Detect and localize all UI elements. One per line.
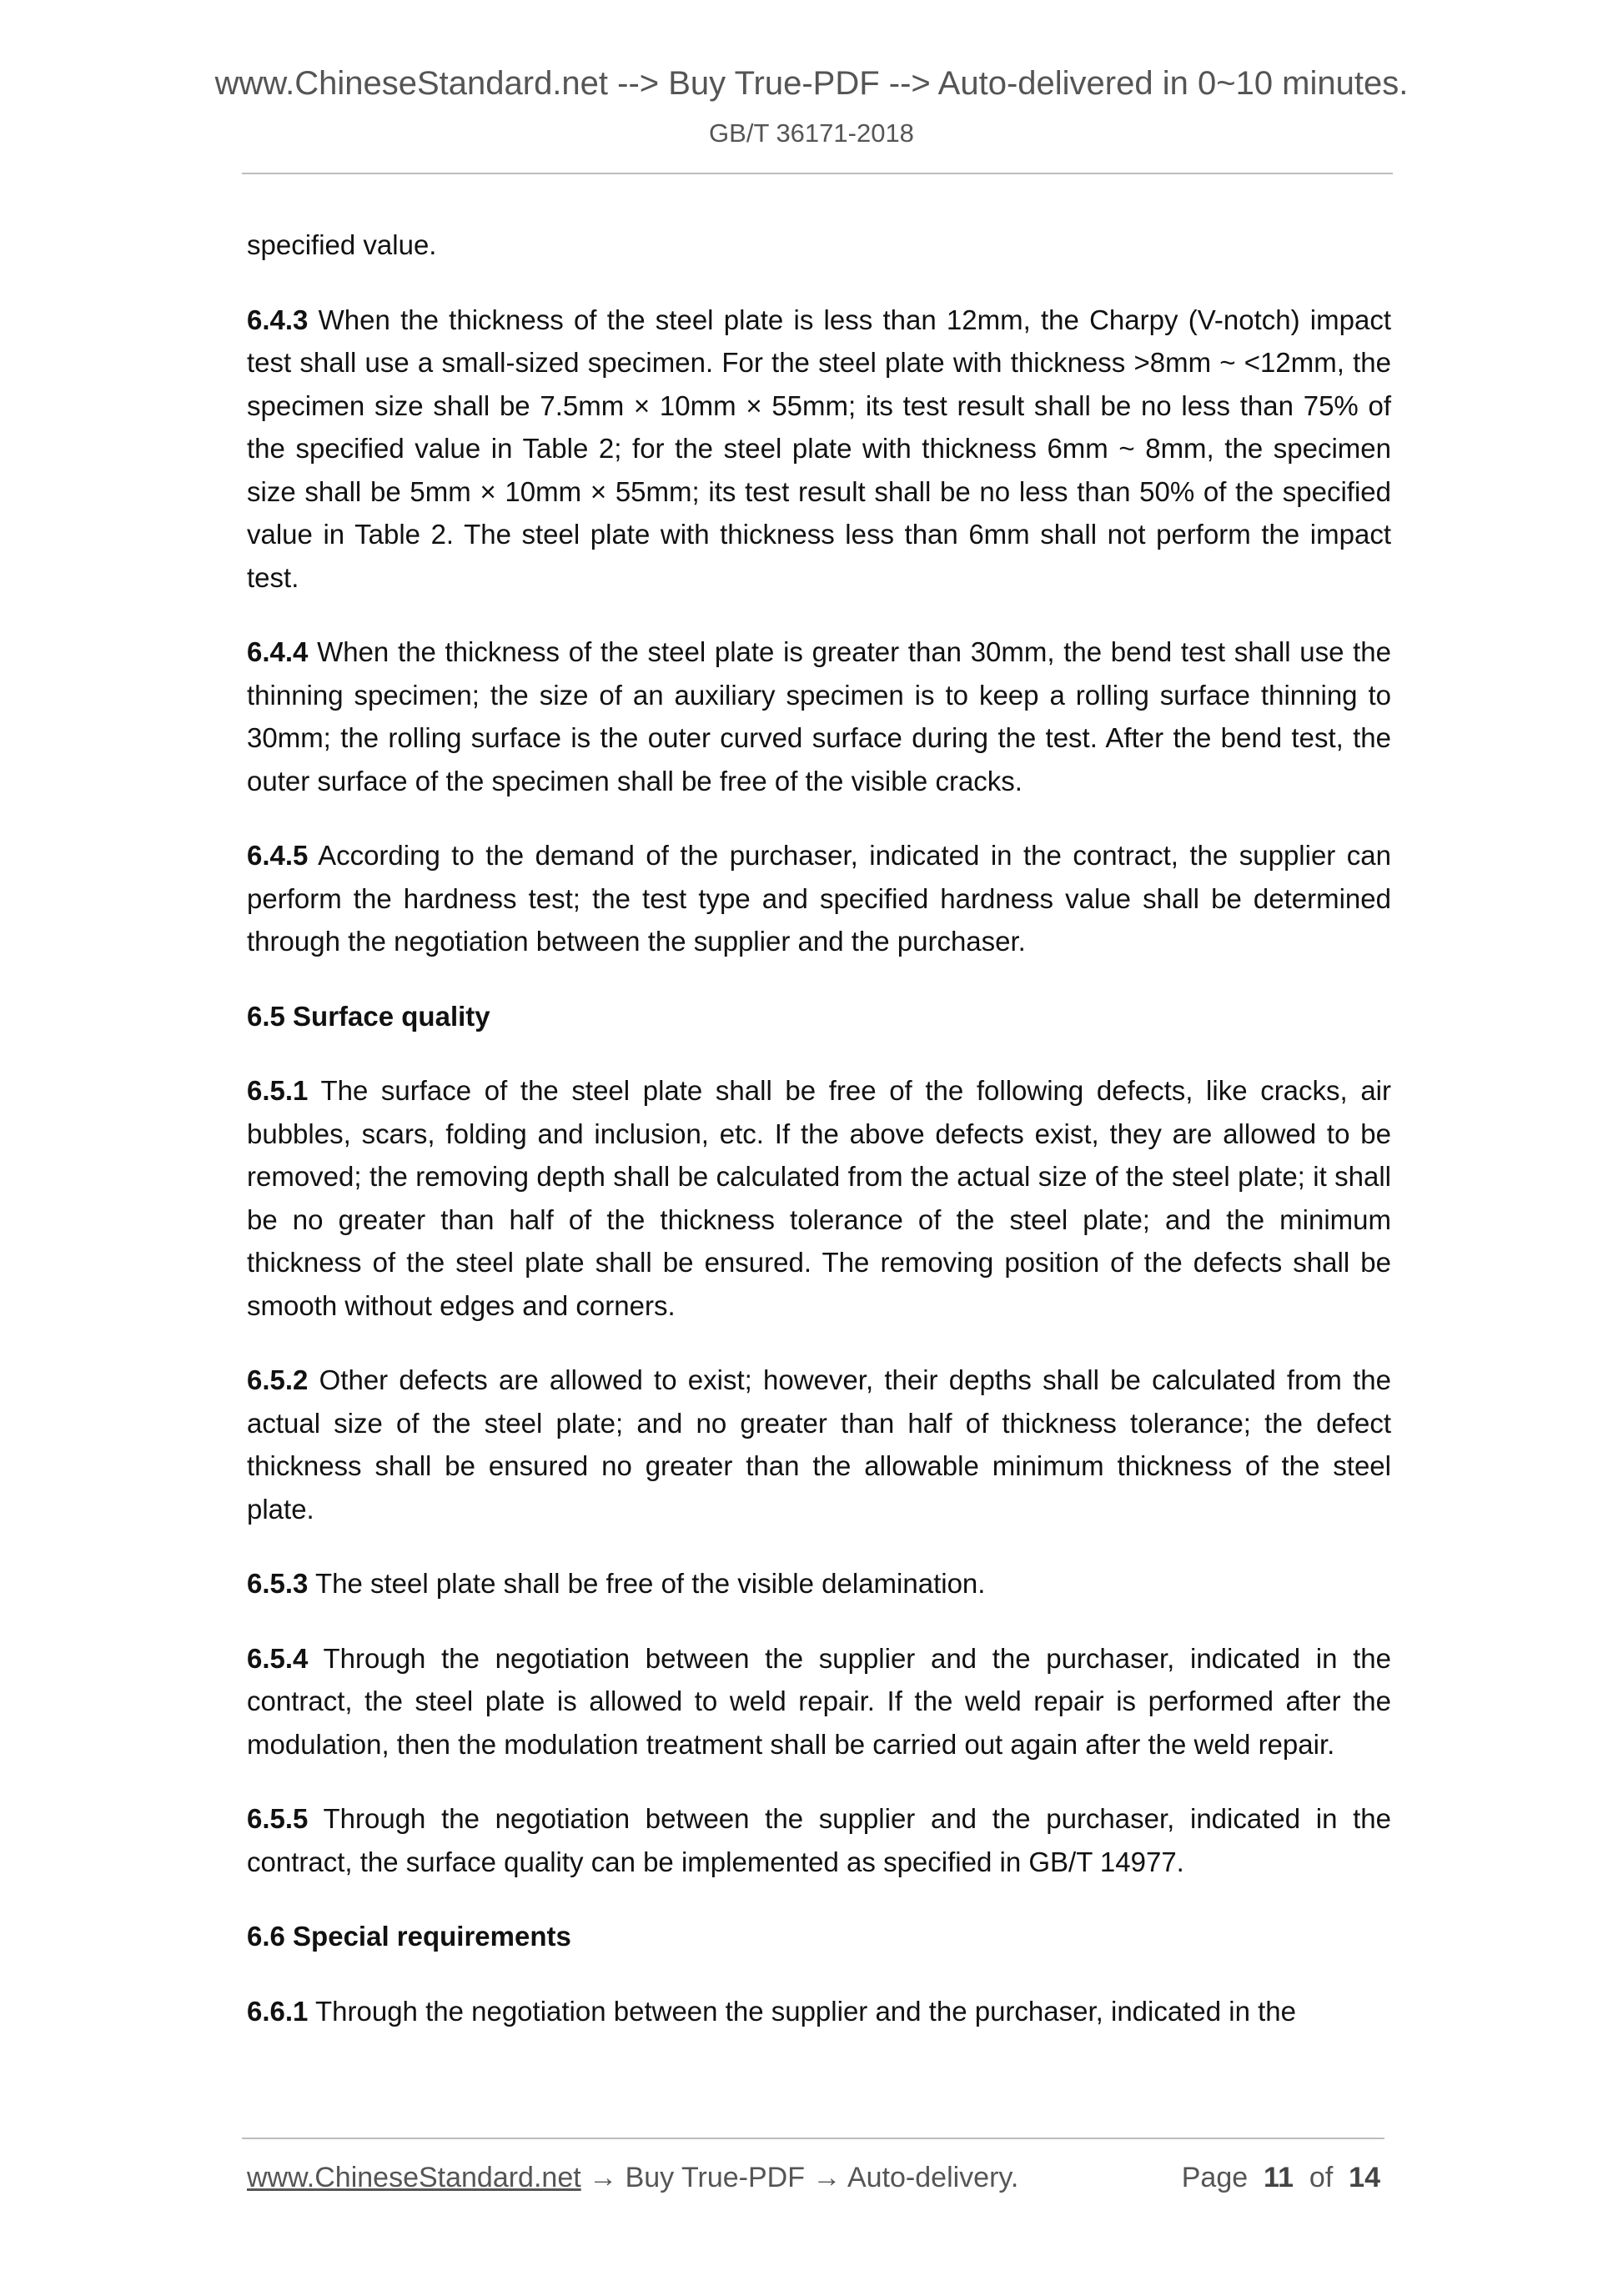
clause-6-5-3	[247, 1562, 1391, 1605]
clause-6-4-4	[247, 631, 1391, 802]
clause-6-5-4	[247, 1637, 1391, 1766]
clause-6-4-5	[247, 834, 1391, 963]
page-total: 14	[1349, 2162, 1380, 2193]
clause-text: According to the demand of the purchaser, indicated in the contract, the supplier can perform the hardness test; the test type and specified hardness value shall be determined through the negotiation between the supplier and the purchaser.	[247, 840, 1391, 957]
clause-number: 6.4.5	[247, 840, 309, 871]
standard-code: GB/T 36171-2018	[709, 118, 914, 148]
page-label: Page	[1181, 2162, 1249, 2193]
clause-number: 6.4.4	[247, 636, 309, 667]
clause-text: The steel plate shall be free of the visible delamination.	[314, 1568, 986, 1599]
clause-text: Through the negotiation between the supplier and the purchaser, indicated in the	[314, 1995, 1296, 2027]
clause-6-4-3	[247, 299, 1391, 600]
clause-text: Through the negotiation between the supplier and the purchaser, indicated in the contract, the steel plate is allowed to weld repair. If the weld repair is performed after the modulation, then the modulation treatment shall be carried out again after the weld repair.	[247, 1642, 1391, 1760]
clause-number: 6.5.2	[247, 1364, 309, 1395]
footer-promo	[247, 2162, 1018, 2194]
clause-text: Other defects are allowed to exist; however, their depths shall be calculated from the actual size of the steel plate; and no greater than half of thickness tolerance; the defect thickness shall be ensured no greater than the allowable minimum thickness of the steel plate.	[247, 1364, 1392, 1525]
clause-number: 6.6.1	[247, 1995, 309, 2027]
of-label: of	[1309, 2162, 1334, 2193]
header-banner: www.ChineseStandard.net --> Buy True-PDF --> Auto-delivered in 0~10 minutes.	[214, 65, 1409, 102]
page-number: 11	[1264, 2162, 1294, 2193]
clause-number: 6.5.1	[247, 1075, 309, 1106]
clause-number: 6.5.5	[247, 1803, 309, 1834]
clause-number: 6.5.3	[247, 1568, 309, 1599]
footer-divider	[242, 2138, 1384, 2139]
footer-site-link[interactable]: www.ChineseStandard.net	[247, 2162, 581, 2193]
clause-text: The surface of the steel plate shall be free of the following defects, like cracks, air bubbles, scars, folding and inclusion, etc. If the above defects exist, they are allowed to be removed; the removing depth shall be calculated from the actual size of the steel plate; it shall be no greater than half of the thickness tolerance of the steel plate; and the minimum thickness of the steel plate shall be ensured. The removing position of the defects shall be smooth without edges and corners.	[247, 1075, 1391, 1321]
clause-number: 6.4.3	[247, 304, 309, 335]
clause-number: 6.5.4	[247, 1642, 309, 1674]
page-indicator	[1182, 2162, 1380, 2194]
section-heading-6-6: 6.6 Special requirements	[247, 1921, 571, 1952]
clause-text: When the thickness of the steel plate is greater than 30mm, the bend test shall use the thinning specimen; the size of an auxiliary specimen is to keep a rolling surface thinning to 30mm; the rolling surface is the outer curved surface during the test. After the bend test, the outer surface of the specimen shall be free of the visible cracks.	[247, 636, 1391, 796]
footer-promo-text: → Buy True-PDF → Auto-delivery.	[580, 2162, 1019, 2193]
clause-text: Through the negotiation between the supplier and the purchaser, indicated in the contract, the surface quality can be implemented as specified in GB/T 14977.	[247, 1803, 1391, 1877]
clause-text: When the thickness of the steel plate is less than 12mm, the Charpy (V-notch) impact test shall use a small-sized specimen. For the steel plate with thickness >8mm ~ <12mm, the specimen size shall be 7.5mm × 10mm × 55mm; its test result shall be no less than 75% of the specified value in Table 2; for the steel plate with thickness 6mm ~ 8mm, the specimen size shall be 5mm × 10mm × 55mm; its test result shall be no less than 50% of the specified value in Table 2. The steel plate with thickness less than 6mm shall not perform the impact test.	[247, 304, 1392, 593]
section-heading-6-5: 6.5 Surface quality	[247, 1000, 490, 1032]
clause-6-5-2	[247, 1359, 1391, 1530]
clause-6-6-1	[247, 1990, 1391, 2033]
header-divider	[242, 173, 1393, 174]
clause-6-5-1	[247, 1069, 1391, 1327]
clause-6-5-5	[247, 1797, 1391, 1883]
document-body	[247, 224, 1391, 2032]
paragraph-continuation: specified value.	[247, 229, 437, 260]
